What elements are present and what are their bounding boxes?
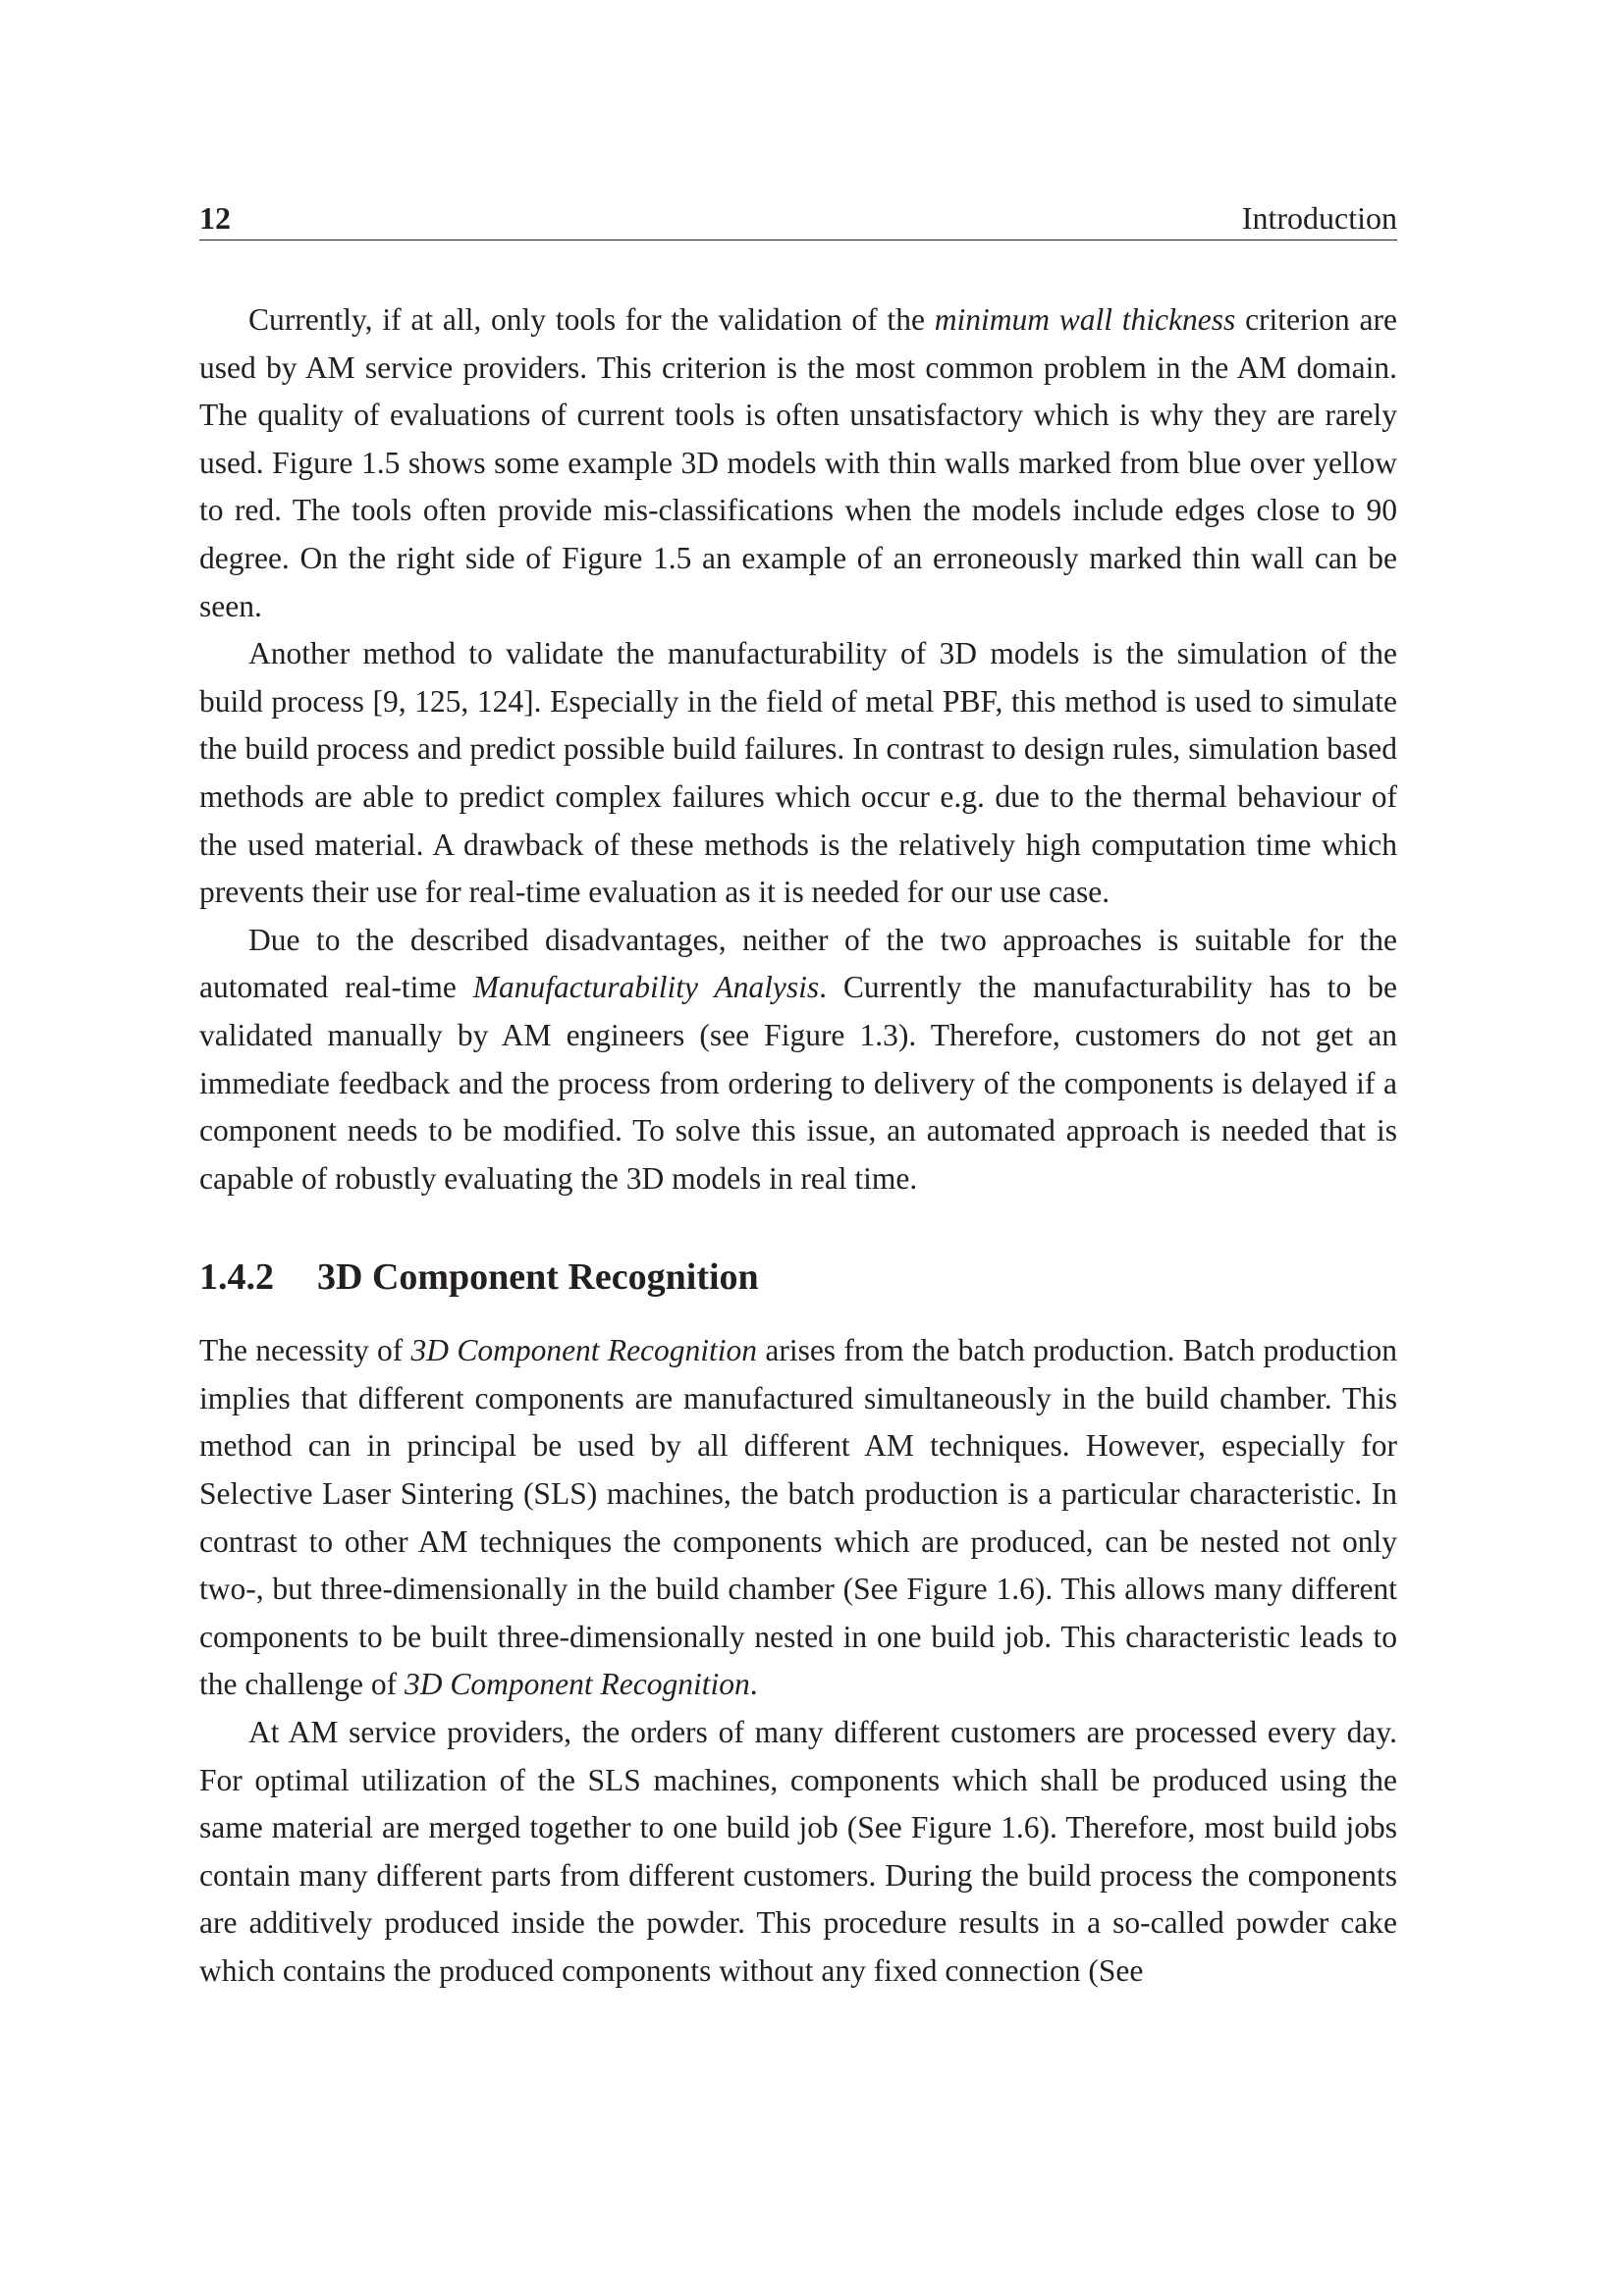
text-span: Currently, if at all, only tools for the validation of the (248, 302, 935, 337)
emphasis-term: 3D Component Recognition (405, 1667, 750, 1702)
text-span: The necessity of (199, 1333, 411, 1368)
page-header (199, 198, 1397, 240)
text-span: . Currently the manufacturability has to be validated manually by AM engineers (see Figure 1.3). Therefore, customers do not get an immediate feedback and the process from ordering to delivery of the components is delayed if a component needs to be modified. To solve this issue, an automated approach is needed that is capable of robustly evaluating the 3D models in real time. (199, 970, 1397, 1196)
paragraph-wall-thickness (199, 296, 1397, 630)
text-span: Due to the described disadvantages, neither of the two approaches is suitable for the automated real-time (199, 922, 1397, 1005)
text-span: arises from the batch production. Batch production implies that different components are manufactured simultaneously in the build chamber. This method can in principal be used by all different AM techniques. However, especially for Selective Laser Sintering (SLS) machines, the batch production is a particular characteristic. In contrast to other AM techniques the components which are produced, can be nested not only two-, but three-dimensionally in the build chamber (See Figure 1.6). This allows many different components to be built three-dimensionally nested in one build job. This characteristic leads to the challenge of (199, 1333, 1397, 1702)
running-head: Introduction (1241, 200, 1397, 236)
emphasis-term: minimum wall thickness (934, 302, 1236, 337)
text-span: At AM service providers, the orders of many different customers are processed every day. For optimal utilization of the SLS machines, components which shall be produced using the same material are merged together to one build job (See Figure 1.6). Therefore, most build jobs contain many different parts from different customers. During the build process the components are additively produced inside the powder. This procedure results in a so-called powder cake which contains the produced components without any fixed connection (See (199, 1715, 1397, 1988)
text-span: criterion are used by AM service providers. This criterion is the most common problem in the AM domain. The quality of evaluations of current tools is often unsatisfactory which is why they are rarely used. Figure 1.5 shows some example 3D models with thin walls marked from blue over yellow to red. The tools often provide mis-classifications when the models include edges close to 90 degree. On the right side of Figure 1.5 an example of an erroneously marked thin wall can be seen. (199, 302, 1398, 623)
body-text (199, 296, 1397, 1996)
text-span: . (749, 1667, 758, 1702)
emphasis-term: Manufacturability Analysis (472, 970, 820, 1005)
section-title: 3D Component Recognition (317, 1256, 759, 1299)
paragraph-disadvantages (199, 917, 1397, 1203)
paragraph-simulation (199, 630, 1397, 917)
emphasis-term: 3D Component Recognition (410, 1333, 758, 1368)
section-heading (199, 1254, 1397, 1301)
section-number: 1.4.2 (199, 1256, 274, 1299)
text-span: Another method to validate the manufacturability of 3D models is the simulation of the build process [9, 125, 124]. Especially in the field of metal PBF, this method is used to simulate the build process and predict possible build failures. In contrast to design rules, simulation based methods are able to predict complex failures which occur e.g. due to the thermal behaviour of the used material. A drawback of these methods is the relatively high computation time which prevents their use for real-time evaluation as it is needed for our use case. (199, 636, 1397, 910)
page-number: 12 (199, 200, 231, 236)
paragraph-batch-production (199, 1327, 1397, 1709)
paragraph-service-providers (199, 1709, 1397, 1996)
